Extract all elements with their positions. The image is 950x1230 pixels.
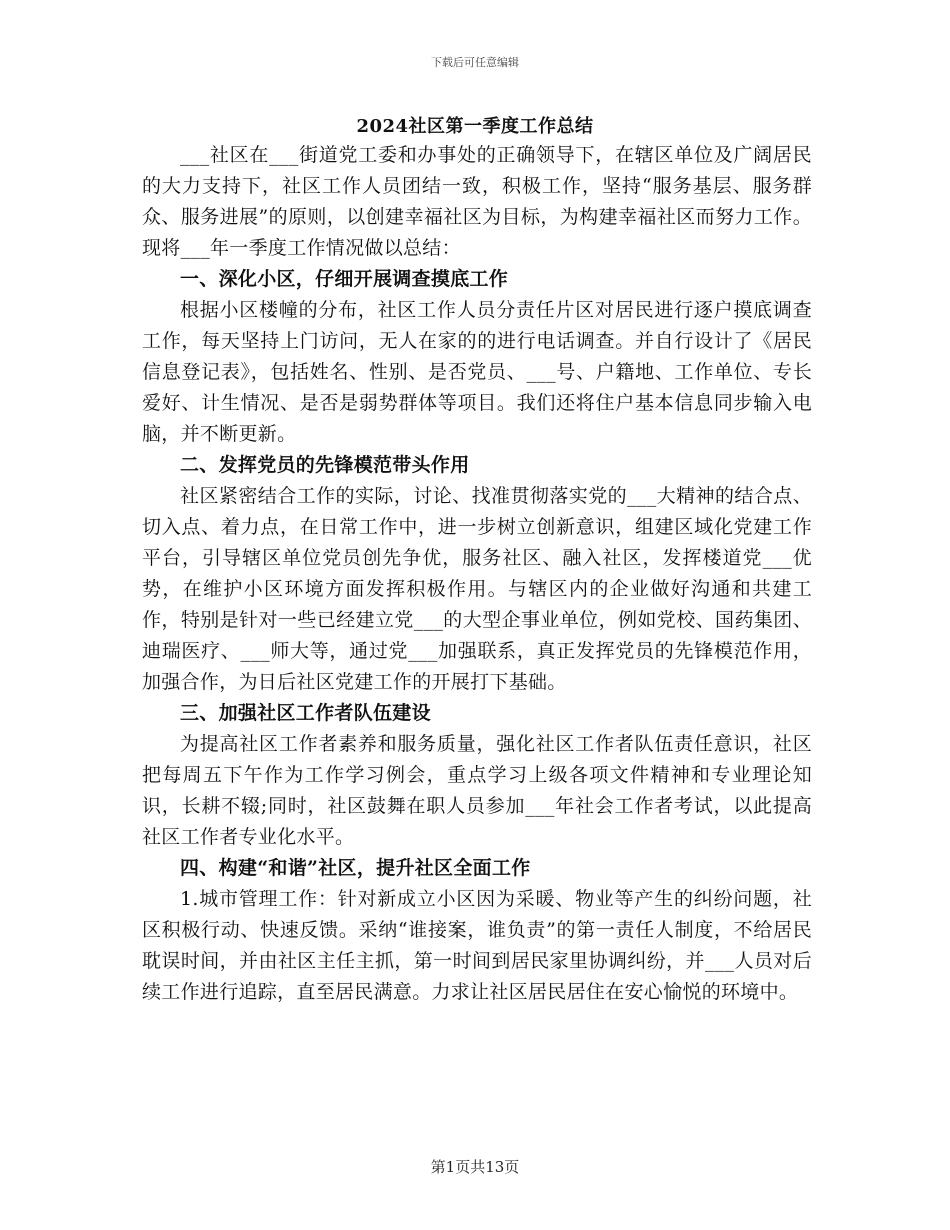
section-3-paragraph: 为提高社区工作者素养和服务质量，强化社区工作者队伍责任意识，社区把每周五下午作为工作学习例会，重点学习上级各项文件精神和专业理论知识，长耕不辍;同时，社区鼓舞在职人员参加___年社会工作者考试，以此提高社区工作者专业化水平。 (142, 733, 812, 848)
section-4-paragraph: 1.城市管理工作：针对新成立小区因为采暖、物业等产生的纠纷问题，社区积极行动、快速反馈。采纳“谁接案，谁负责”的第一责任人制度，不给居民耽误时间，并由社区主任主抓，第一时间到居民家里协调纠纷，并___人员对后续工作进行追踪，直至居民满意。力求让社区居民居住在安心愉悦的环境中。 (142, 888, 812, 1003)
document-title: 2024社区第一季度工作总结 (356, 116, 594, 137)
document-body (142, 140, 812, 1008)
download-note: 下载后可任意编辑 (431, 56, 519, 69)
section-heading-3: 三、加强社区工作者队伍建设 (180, 702, 431, 724)
section-heading-1: 一、深化小区，仔细开展调查摸底工作 (180, 268, 509, 290)
section-heading-2: 二、发挥党员的先锋模范带头作用 (180, 454, 470, 476)
section-1-paragraph: 根据小区楼幢的分布，社区工作人员分责任片区对居民进行逐户摸底调查工作，每天坚持上门访问，无人在家的的进行电话调查。并自行设计了《居民信息登记表》，包括姓名、性别、是否党员、___号、户籍地、工作单位、专长爱好、计生情况、是否是弱势群体等项目。我们还将住户基本信息同步输入电脑，并不断更新。 (142, 299, 812, 445)
section-2-paragraph: 社区紧密结合工作的实际，讨论、找准贯彻落实党的___大精神的结合点、切入点、着力点，在日常工作中，进一步树立创新意识，组建区域化党建工作平台，引导辖区单位党员创先争优，服务社区、融入社区，发挥楼道党___优势，在维护小区环境方面发挥积极作用。与辖区内的企业做好沟通和共建工作，特别是针对一些已经建立党___的大型企事业单位，例如党校、国药集团、迪瑞医疗、___师大等，通过党___加强联系，真正发挥党员的先锋模范作用，加强合作，为日后社区党建工作的开展打下基础。 (142, 485, 812, 693)
section-heading-4: 四、构建“和谐”社区，提升社区全面工作 (180, 857, 531, 879)
intro-paragraph: ___社区在___街道党工委和办事处的正确领导下，在辖区单位及广阔居民的大力支持下，社区工作人员团结一致，积极工作，坚持“服务基层、服务群众、服务进展”的原则，以创建幸福社区为目标，为构建幸福社区而努力工作。现将___年一季度工作情况做以总结： (142, 144, 812, 259)
page-number: 第1页共13页 (430, 1158, 520, 1176)
